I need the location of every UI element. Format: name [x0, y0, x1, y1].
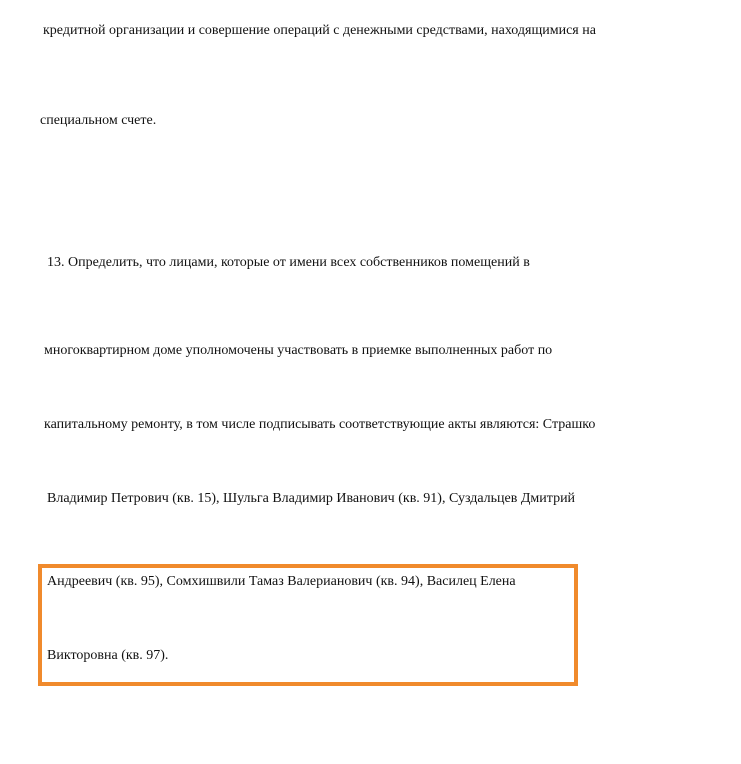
text-line-4: многоквартирном доме уполномочены участвовать в приемке выполненных работ по: [44, 343, 553, 358]
text-line-6: Владимир Петрович (кв. 15), Шульга Владимир Иванович (кв. 91), Суздальцев Дмитрий: [47, 491, 576, 506]
text-line-3: 13. Определить, что лицами, которые от имени всех собственников помещений в: [47, 255, 530, 270]
text-line-7: Андреевич (кв. 95), Сомхишвили Тамаз Валерианович (кв. 94), Василец Елена: [47, 574, 516, 589]
text-line-2: специальном счете.: [40, 113, 157, 128]
text-line-8: Викторовна (кв. 97).: [47, 648, 169, 663]
text-line-1: кредитной организации и совершение операций с денежными средствами, находящимися на: [43, 23, 596, 38]
text-line-5: капитальному ремонту, в том числе подписывать соответствующие акты являются: Страшко: [44, 417, 596, 432]
highlight-box: [38, 564, 578, 686]
